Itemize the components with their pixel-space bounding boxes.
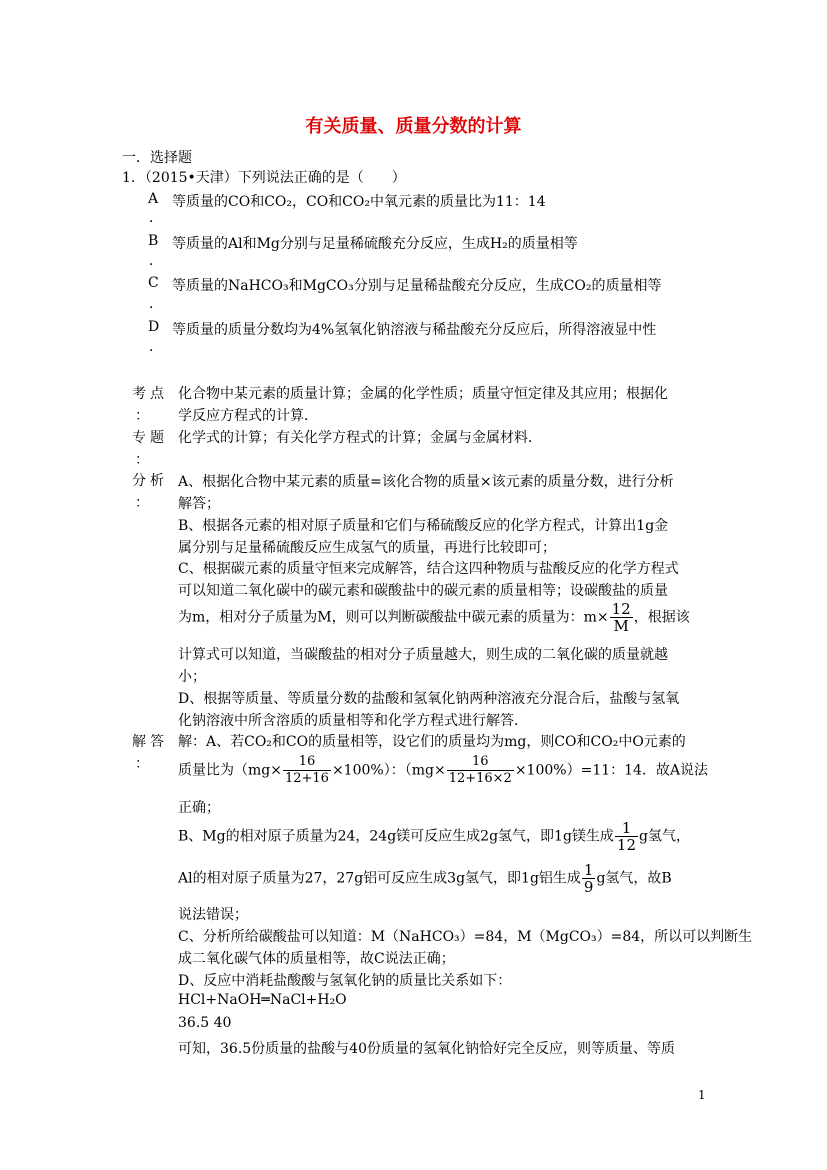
fraction-numerator: 16 [283, 754, 331, 771]
jieda-b2-post: g氢气，故B [596, 870, 672, 887]
jieda-d-line-4: 可知，36.5份质量的盐酸与40份质量的氢氧化钠恰好完全反应，则等质量、等质 [178, 1041, 675, 1057]
fraction-16-over-44 [447, 754, 514, 787]
label-colon: ： [135, 756, 149, 772]
option-letter-c: C [148, 275, 159, 291]
option-letter-d: D [148, 319, 160, 335]
jieda-a2-mid: ×100%）：（mg× [331, 762, 446, 779]
fraction-1-over-9 [582, 862, 596, 895]
fenxi-a-line-1: A、根据化合物中某元素的质量=该化合物的质量×该元素的质量分数，进行分析 [178, 474, 674, 490]
option-dot: ． [149, 253, 163, 269]
fraction-1-over-12 [615, 820, 638, 853]
fraction-numerator: 16 [447, 754, 514, 771]
fraction-numerator: 12 [611, 600, 631, 618]
option-dot: ． [149, 339, 163, 355]
fenxi-b-line-2: 属分别与足量稀硫酸反应生成氢气的质量，再进行比较即可； [178, 540, 556, 556]
fenxi-c-line-4: 计算式可以知道，当碳酸盐的相对分子质量越大，则生成的二氧化碳的质量就越 [178, 647, 668, 663]
jieda-b2-pre: Al的相对原子质量为27，27g铝可反应生成3g氢气，即1g铝生成 [178, 870, 581, 887]
label-fenxi: 分析 [132, 473, 168, 489]
jieda-b-line-2 [178, 862, 672, 895]
jieda-b1-post: g氢气， [639, 828, 690, 845]
jieda-b-line-3: 说法错误； [178, 907, 248, 923]
fenxi-b-line-1: B、根据各元素的相对原子质量和它们与稀硫酸反应的化学方程式，计算出1g金 [178, 518, 669, 534]
section-heading: 一．选择题 [122, 150, 192, 166]
jieda-b1-pre: B、Mg的相对原子质量为24，24g镁可反应生成2g氢气，即1g镁生成 [178, 828, 614, 845]
jieda-a-line-3: 正确； [178, 800, 220, 816]
jieda-d-line-1: D、反应中消耗盐酸酸与氢氧化钠的质量比关系如下： [178, 973, 512, 989]
fenxi-c-line-5: 小； [178, 669, 206, 685]
jieda-b-line-1 [178, 820, 690, 853]
label-colon: ： [135, 408, 149, 424]
fraction-16-over-28 [283, 754, 331, 787]
fenxi-d-line-1: D、根据等质量、等质量分数的盐酸和氢氧化钠两种溶液充分混合后，盐酸与氢氧 [178, 691, 680, 707]
jieda-c-line-2: 成二氧化碳气体的质量相等，故C说法正确； [178, 951, 455, 967]
fenxi-c-line-3 [178, 601, 690, 634]
fraction-denominator: 12+16 [284, 771, 329, 786]
label-kaodian: 考点 [132, 386, 168, 402]
question-stem: 1．（2015•天津）下列说法正确的是（ ） [122, 170, 406, 186]
label-jieda: 解答 [132, 734, 168, 750]
option-dot: ． [149, 296, 163, 312]
fenxi-a-line-2: 解答； [178, 496, 220, 512]
jieda-a2-pre: 质量比为（mg× [178, 762, 282, 779]
fraction-denominator: 12+16×2 [448, 771, 512, 786]
fenxi-c3-post: ，根据该 [633, 609, 690, 626]
zhuanti-text: 化学式的计算；有关化学方程式的计算；金属与金属材料． [178, 430, 542, 446]
fenxi-d-line-2: 化钠溶液中所含溶质的质量相等和化学方程式进行解答． [178, 713, 528, 729]
fraction-numerator: 1 [583, 861, 594, 879]
option-text-d: 等质量的质量分数均为4%氢氧化钠溶液与稀盐酸充分反应后，所得溶液显中性 [172, 322, 657, 338]
jieda-c-line-1: C、分析所给碳酸盐可以知道：M（NaHCO₃）=84，M（MgCO₃）=84，所以可以判断生 [178, 929, 753, 945]
fraction-denominator: 12 [616, 836, 637, 854]
jieda-d-equation: HCl+NaOH═NaCl+H₂O [178, 992, 347, 1008]
kaodian-line-1: 化合物中某元素的质量计算；金属的化学性质；质量守恒定律及其应用；根据化 [178, 386, 668, 402]
option-letter-a: A [148, 191, 159, 207]
page-number: 1 [698, 1088, 706, 1102]
fenxi-c-line-1: C、根据碳元素的质量守恒来完成解答，结合这四种物质与盐酸反应的化学方程式 [178, 561, 679, 577]
kaodian-line-2: 学反应方程式的计算． [178, 408, 318, 424]
jieda-a2-post: ×100%）=11：14．故A说法 [514, 762, 709, 779]
label-zhuanti: 专题 [132, 430, 168, 446]
fenxi-c-line-2: 可以知道二氧化碳中的碳元素和碳酸盐中的碳元素的质量相等；设碳酸盐的质量 [178, 583, 668, 599]
option-text-b: 等质量的Al和Mg分别与足量稀硫酸充分反应，生成H₂的质量相等 [172, 236, 578, 252]
option-text-c: 等质量的NaHCO₃和MgCO₃分别与足量稀盐酸充分反应，生成CO₂的质量相等 [172, 278, 662, 294]
fraction-12-over-m [610, 601, 633, 634]
jieda-d-masses: 36.5 40 [178, 1015, 232, 1031]
option-letter-b: B [148, 233, 159, 249]
option-dot: ． [149, 210, 163, 226]
jieda-a-line-2 [178, 754, 708, 787]
label-colon: ： [135, 495, 149, 511]
label-colon: ： [135, 452, 149, 468]
fraction-numerator: 1 [615, 820, 638, 837]
jieda-a-line-1: 解：A、若CO₂和CO的质量相等，设它们的质量均为mg，则CO和CO₂中O元素的 [178, 734, 686, 750]
fenxi-c3-pre: 为m，相对分子质量为M，则可以判断碳酸盐中碳元素的质量为：m× [178, 609, 609, 626]
fraction-denominator: 9 [583, 878, 594, 896]
page-title: 有关质量、质量分数的计算 [305, 116, 522, 137]
fraction-denominator: M [613, 617, 629, 635]
option-text-a: 等质量的CO和CO₂，CO和CO₂中氧元素的质量比为11：14 [172, 194, 546, 210]
